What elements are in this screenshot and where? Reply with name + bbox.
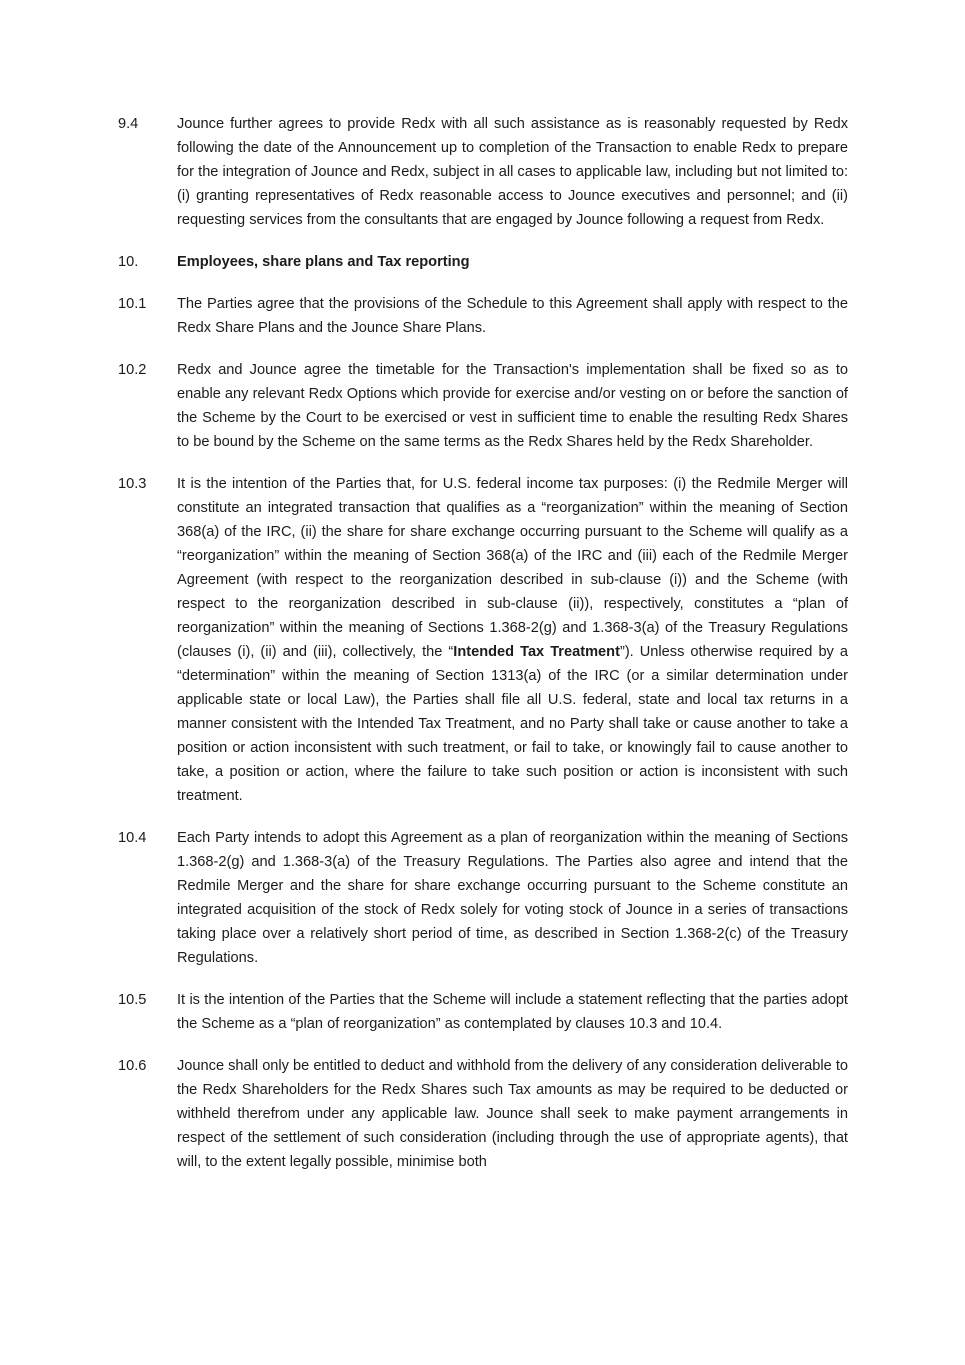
clause-10-5 [118,988,848,1036]
clause-10-6 [118,1054,848,1174]
clause-text: It is the intention of the Parties that the Scheme will include a statement reflecting that the parties adopt the Scheme as a “plan of reorganization” as contemplated by clauses 10.3 and 10.4. [177,992,848,1032]
clause-number: 10.2 [118,362,147,378]
clause-text-segment: It is the intention of the Parties that, for U.S. federal income tax purposes: (i) the Redmile Merger will constitute an integrated transaction that qualifies as a “reorganization” within the meaning of Section 368(a) of the IRC, (ii) the share for share exchange occurring pursuant to the Scheme will qualify as a “reorganization” within the meaning of Section 368(a) of the IRC and (iii) each of the Redmile Merger Agreement (with respect to the reorganization described in sub-clause (i)) and the Scheme (with respect to the reorganization described in sub-clause (ii)), respectively, constitutes a “plan of reorganization” within the meaning of Sections 1.368-2(g) and 1.368-3(a) of the Treasury Regulations (clauses (i), (ii) and (iii), collectively, the “ [177,476,848,660]
section-heading: Employees, share plans and Tax reporting [177,254,470,270]
clause-number: 10.3 [118,476,147,492]
clause-number: 10.5 [118,992,147,1008]
clause-9-4 [118,112,848,232]
clause-10-section-heading [118,250,848,274]
clause-10-4 [118,826,848,970]
clause-10-2 [118,358,848,454]
clause-text: Redx and Jounce agree the timetable for the Transaction's implementation shall be fixed so as to enable any relevant Redx Options which provide for exercise and/or vesting on or before the sanction of the Scheme by the Court to be exercised or vest in sufficient time to enable the resulting Redx Shares to be bound by the Scheme on the same terms as the Redx Shares held by the Redx Shareholder. [177,362,848,450]
clause-text: Jounce shall only be entitled to deduct and withhold from the delivery of any consideration deliverable to the Redx Shareholders for the Redx Shares such Tax amounts as may be required to be deducted or withheld therefrom under any applicable law. Jounce shall seek to make payment arrangements in respect of the settlement of such consideration (including through the use of appropriate agents), that will, to the extent legally possible, minimise both [177,1058,848,1170]
clause-number: 10.1 [118,296,147,312]
clause-number: 9.4 [118,116,139,132]
clause-10-1 [118,292,848,340]
document-content [118,112,848,1174]
clause-number: 10.4 [118,830,147,846]
clause-text: Jounce further agrees to provide Redx with all such assistance as is reasonably requested by Redx following the date of the Announcement up to completion of the Transaction to enable Redx to prepare for the integration of Jounce and Redx, subject in all cases to applicable law, including but not limited to: (i) granting representatives of Redx reasonable access to Jounce executives and personnel; and (ii) requesting services from the consultants that are engaged by Jounce following a request from Redx. [177,116,848,228]
clause-text [177,472,848,808]
clause-number: 10.6 [118,1058,147,1074]
clause-text: The Parties agree that the provisions of the Schedule to this Agreement shall apply with respect to the Redx Share Plans and the Jounce Share Plans. [177,296,848,336]
clause-10-3 [118,472,848,808]
clause-text-segment: ”). Unless otherwise required by a “determination” within the meaning of Section 1313(a) of the IRC (or a similar determination under applicable state or local Law), the Parties shall file all U.S. federal, state and local tax returns in a manner consistent with the Intended Tax Treatment, and no Party shall take or cause another to take a position or action inconsistent with such treatment, or fail to take, or knowingly fail to cause another to take, a position or action, where the failure to take such position or action is inconsistent with such treatment. [177,644,848,804]
clause-text: Each Party intends to adopt this Agreement as a plan of reorganization within the meaning of Sections 1.368-2(g) and 1.368-3(a) of the Treasury Regulations. The Parties also agree and intend that the Redmile Merger and the share for share exchange occurring pursuant to the Scheme constitute an integrated acquisition of the stock of Redx solely for voting stock of Jounce in a series of transactions taking place over a relatively short period of time, as described in Section 1.368-2(c) of the Treasury Regulations. [177,830,848,966]
defined-term-intended-tax-treatment: Intended Tax Treatment [453,644,620,660]
clause-number: 10. [118,254,139,270]
